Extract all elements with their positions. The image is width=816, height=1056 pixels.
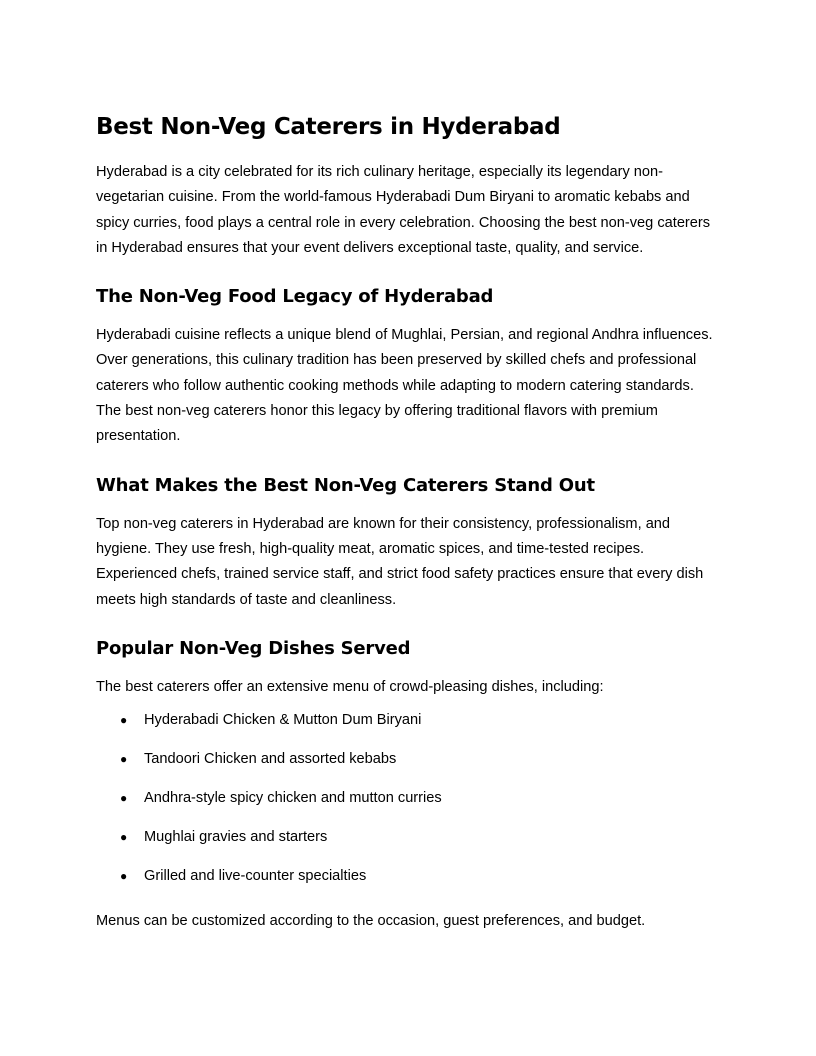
list-item-text: Hyderabadi Chicken & Mutton Dum Biryani xyxy=(144,712,422,729)
closing-paragraph: Menus can be customized according to the occasion, guest preferences, and budget. xyxy=(96,913,646,930)
list-item-text: Mughlai gravies and starters xyxy=(144,829,328,846)
section-heading-legacy: The Non-Veg Food Legacy of Hyderabad xyxy=(96,286,494,308)
list-item xyxy=(96,864,720,889)
section-heading-popular-dishes: Popular Non-Veg Dishes Served xyxy=(96,637,411,659)
section-body-popular-dishes: The best caterers offer an extensive menu of crowd-pleasing dishes, including: xyxy=(96,678,604,695)
section-heading-stand-out: What Makes the Best Non-Veg Caterers Stand Out xyxy=(96,474,595,496)
list-item-text: Andhra-style spicy chicken and mutton curries xyxy=(144,790,442,807)
section-body-legacy: Hyderabadi cuisine reflects a unique blend of Mughlai, Persian, and regional Andhra influences. Over generations, this culinary tradition has been preserved by skilled chefs and professional caterers who follow authentic cooking methods while adapting to modern catering standards. The best non-veg caterers honor this legacy by offering traditional flavors with premium presentation. xyxy=(96,327,713,445)
section-body-stand-out: Top non-veg caterers in Hyderabad are known for their consistency, professionalism, and hygiene. They use fresh, high-quality meat, aromatic spices, and time-tested recipes. Experienced chefs, trained service staff, and strict food safety practices ensure that every dish meets high standards of taste and cleanliness. xyxy=(96,515,704,608)
page-title: Best Non-Veg Caterers in Hyderabad xyxy=(96,114,561,140)
list-item xyxy=(96,708,720,733)
intro-paragraph: Hyderabad is a city celebrated for its rich culinary heritage, especially its legendary non-vegetarian cuisine. From the world-famous Hyderabadi Dum Biryani to aromatic kebabs and spicy curries, food plays a central role in every celebration. Choosing the best non-veg caterers in Hyderabad ensures that your event delivers exceptional taste, quality, and service. xyxy=(96,164,711,256)
dishes-list xyxy=(96,708,720,889)
list-item-text: Tandoori Chicken and assorted kebabs xyxy=(144,751,397,768)
bullet-icon: ● xyxy=(120,713,128,728)
list-item xyxy=(96,747,720,772)
list-item xyxy=(96,786,720,811)
document-page xyxy=(96,112,720,934)
bullet-icon: ● xyxy=(120,830,128,845)
bullet-icon: ● xyxy=(120,752,128,767)
list-item-text: Grilled and live-counter specialties xyxy=(144,868,367,885)
list-item xyxy=(96,825,720,850)
bullet-icon: ● xyxy=(120,869,128,884)
bullet-icon: ● xyxy=(120,791,128,806)
